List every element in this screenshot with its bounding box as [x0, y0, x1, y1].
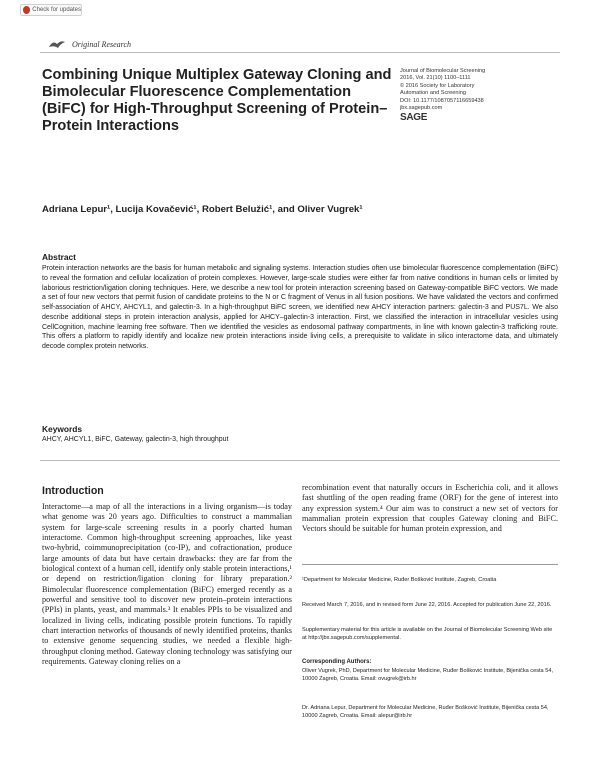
- journal-volume: 2016, Vol. 21(10) 1100–1111: [400, 75, 471, 82]
- introduction-continuation: recombination event that naturally occurs in Escherichia coli, and it allows fast shuttling of the open reading frame (ORF) for the gene of interest into any expression system.⁴ Our aim was to construct a new set of vectors for mammalian protein expression that couples Gateway cloning and BiFC. Vectors should be suitable for human protein expression, and: [302, 483, 558, 534]
- introduction-heading: Introduction: [42, 485, 104, 497]
- section-divider: [40, 460, 560, 461]
- journal-bird-logo-icon: [48, 39, 66, 50]
- corresponding-author-1: Oliver Vugrek, PhD, Department for Molecular Medicine, Ruđer Bošković Institute, Bijenička cesta 54, 10000 Zagreb, Croatia. Email: ovugrek@irb.hr: [302, 668, 553, 682]
- top-divider: [40, 52, 560, 53]
- journal-copyright: © 2016 Society for Laboratory: [400, 82, 475, 89]
- journal-url[interactable]: jbx.sagepub.com: [400, 105, 443, 112]
- keywords-heading: Keywords: [42, 424, 83, 434]
- check-updates-icon: [23, 6, 30, 14]
- check-for-updates-badge[interactable]: [20, 4, 82, 16]
- keywords-text: AHCY, AHCYL1, BiFC, Gateway, galectin-3, high throughput: [42, 436, 229, 443]
- abstract-text: Protein interaction networks are the basis for human metabolic and signaling systems. Interaction studies often use bimolecular fluorescence complementation (BiFC) to reveal the formation and cellular localization of protein complexes. However, large-scale studies were either far from native conditions in human cells or limited by laborious restriction/ligation cloning techniques. Here, we describe a new tool for protein interaction screening based on Gateway-compatible BiFC vectors. We made a set of four new vectors that permit fusion of candidate proteins to the N or C fragment of Venus in all fusion positions. We have validated the vectors and confirmed self-association of AHCY, AHCYL1, and galectin-3. In a high-throughput BiFC screen, we identified new AHCY interaction partners: galectin-3 and PUS7L. We also describe additional steps in protein interaction analysis, applied for AHCY–galectin-3 interaction. First, we classified the interaction in intracellular vesicles using CellCognition, machine learning free software. Then we identified the vesicles as endosomal pathway compartments, in line with known galectin-3 trafficking route. This offers a platform to rapidly identify and localize new protein interactions inside living cells, a prerequisite to validate in silico interactome data, and ultimately decode complex protein networks.: [42, 265, 558, 350]
- affiliation-footnote: ¹Department for Molecular Medicine, Ruđer Bošković Institute, Zagreb, Croatia: [302, 577, 497, 583]
- author-list: Adriana Lepur¹, Lucija Kovačević¹, Robert Belužić¹, and Oliver Vugrek¹: [42, 204, 363, 215]
- received-dates: Received March 7, 2016, and in revised form June 22, 2016. Accepted for publication June 22, 2016.: [302, 602, 552, 608]
- publisher-logo: SAGE: [400, 112, 428, 123]
- corresponding-heading: Corresponding Authors:: [302, 659, 372, 665]
- corresponding-author-2: Dr. Adriana Lepur, Department for Molecular Medicine, Ruđer Bošković Institute, Bijenička cesta 54, 10000 Zagreb, Croatia. Email: alepur@irb.hr: [302, 705, 549, 719]
- introduction-text: Interactome—a map of all the interactions in a living organism—is today what genome was 20 years ago. Difficulties to construct a mammalian system for large-scale screening results in a poorly charted human interactome. Common high-throughput screening approaches, like yeast two-hybrid, coimmunoprecipitation (co-IP), and cofractionation, produce large amounts of data but have certain drawbacks: they are far from the biological context of a human cell, identify only stable protein interactions,¹ or depend on restriction/ligation cloning for library preparation.² Bimolecular fluorescence complementation (BiFC) emerged recently as a powerful and sensitive tool to discover new protein–protein interactions (PPIs) in plants, yeast, and mammals.³ It enables PPIs to be visualized and localized in living cells, indicating possible protein functions. To rapidly chart interaction networks of thousands of newly identified proteins, thanks to extensive genome sequencing studies, we needed a flexible high-throughput cloning method. Gateway cloning technology was satisfying our requirements. Gateway cloning relies on a: [42, 502, 292, 667]
- journal-copyright-cont: Automation and Screening: [400, 90, 466, 97]
- supplementary-note: Supplementary material for this article is available on the Journal of Biomolecular Screening Web site at http://jbx.sagepub.com/supplemental.: [302, 627, 553, 641]
- journal-info: [400, 68, 560, 112]
- section-label: Original Research: [72, 40, 132, 49]
- abstract-heading: Abstract: [42, 252, 76, 262]
- check-updates-label: Check for updates: [32, 7, 81, 13]
- footnote-divider: [302, 564, 558, 565]
- article-title: Combining Unique Multiplex Gateway Cloning and Bimolecular Fluorescence Complementation (BiFC) for High-Throughput Screening of Protein–Protein Interactions: [42, 67, 392, 134]
- journal-name: Journal of Biomolecular Screening: [400, 68, 486, 74]
- journal-doi[interactable]: DOI: 10.1177/1087057116659438: [400, 97, 484, 104]
